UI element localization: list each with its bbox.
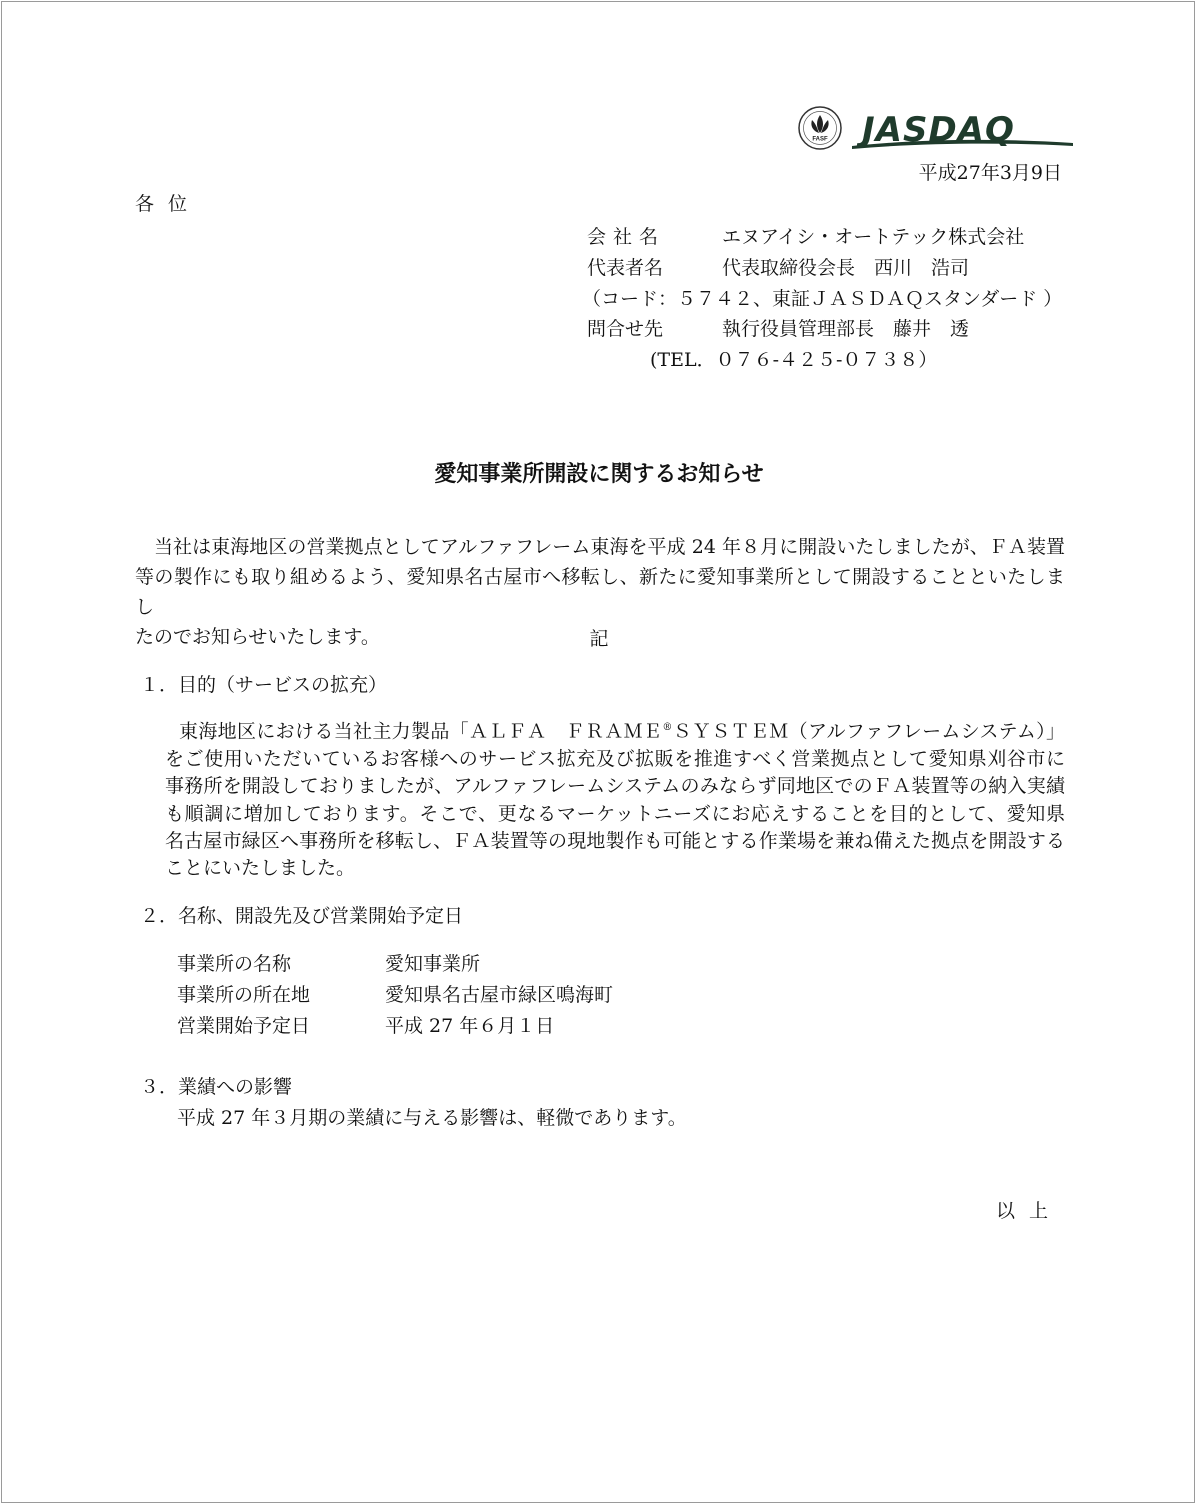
section1-line: をご使用いただいているお客様へのサービス拡充及び拡販を推進すべく営業拠点として愛知県刈谷市に bbox=[165, 747, 1065, 770]
intro-line: 等の製作にも取り組めるよう、愛知県名古屋市へ移転し、新たに愛知事業所として開設することといたしまし bbox=[135, 566, 1065, 618]
closing-mark: 以上 bbox=[995, 1200, 1062, 1222]
section3-heading: ３．業績への影響 bbox=[140, 1076, 293, 1098]
fasf-seal-text: FASF bbox=[812, 136, 828, 143]
fasf-seal-icon bbox=[797, 105, 843, 151]
representative-label: 代表者名 bbox=[587, 257, 664, 279]
section1-line: 名古屋市緑区へ事務所を移転し、ＦＡ装置等の現地製作も可能とする作業場を兼ね備えた拠点を開設する bbox=[165, 829, 1065, 852]
section1-body bbox=[165, 714, 1065, 883]
detail-value-start-date: 平成 27 年６月１日 bbox=[385, 1015, 555, 1037]
ki-marker: 記 bbox=[589, 628, 609, 650]
jasdaq-logo-text: JASDAQ bbox=[862, 110, 1015, 150]
section1-line bbox=[165, 714, 1065, 746]
registered-mark: ® bbox=[662, 722, 673, 733]
document-title: 愛知事業所開設に関するお知らせ bbox=[434, 461, 764, 487]
detail-label-name: 事業所の名称 bbox=[177, 953, 292, 975]
stock-code-line: （コード：５７４２、東証ＪＡＳＤＡＱスタンダード ） bbox=[582, 288, 1063, 310]
section1-line: 事務所を開設しておりましたが、アルファフレームシステムのみならず同地区でのＦＡ装置等の納入実績 bbox=[165, 775, 1065, 798]
detail-value-location: 愛知県名古屋市緑区鳴海町 bbox=[385, 984, 614, 1006]
jasdaq-logo bbox=[850, 110, 1075, 150]
representative-value: 代表取締役会長 西川 浩司 bbox=[722, 257, 970, 279]
section1-heading: １．目的（サービスの拡充） bbox=[140, 674, 388, 696]
telephone-line: (TEL．０７６-４２５-０７３８） bbox=[650, 349, 938, 371]
section1-line-part: ＳＹＳＴＥＭ（アルファフレームシステム）」 bbox=[672, 720, 1065, 743]
detail-label-start-date: 営業開始予定日 bbox=[177, 1015, 311, 1037]
addressee: 各位 bbox=[135, 193, 202, 215]
company-name-label: 会社名 bbox=[587, 226, 666, 248]
section2-heading: ２．名称、開設先及び営業開始予定日 bbox=[140, 905, 464, 927]
section1-line: も順調に増加しております。そこで、更なるマーケットニーズにお応えすることを目的として、愛知県 bbox=[165, 802, 1065, 825]
company-name-value: エヌアイシ・オートテック株式会社 bbox=[722, 226, 1025, 248]
section1-line-part: 東海地区における当社主力製品「ＡＬＦＡ ＦＲＡＭＥ bbox=[179, 720, 663, 743]
section1-line: ことにいたしました。 bbox=[165, 857, 356, 880]
detail-label-location: 事業所の所在地 bbox=[177, 984, 311, 1006]
detail-value-name: 愛知事業所 bbox=[385, 953, 481, 975]
issue-date: 平成27年3月9日 bbox=[918, 162, 1062, 184]
section3-body: 平成 27 年３月期の業績に与える影響は、軽微であります。 bbox=[177, 1107, 687, 1129]
contact-label: 問合せ先 bbox=[587, 318, 664, 340]
contact-value: 執行役員管理部長 藤井 透 bbox=[722, 318, 970, 340]
intro-line: たのでお知らせいたします。 bbox=[135, 626, 380, 648]
intro-line: 当社は東海地区の営業拠点としてアルファフレーム東海を平成 24 年８月に開設いたしましたが、ＦＡ装置 bbox=[154, 536, 1065, 558]
document-page bbox=[1, 1, 1195, 1503]
